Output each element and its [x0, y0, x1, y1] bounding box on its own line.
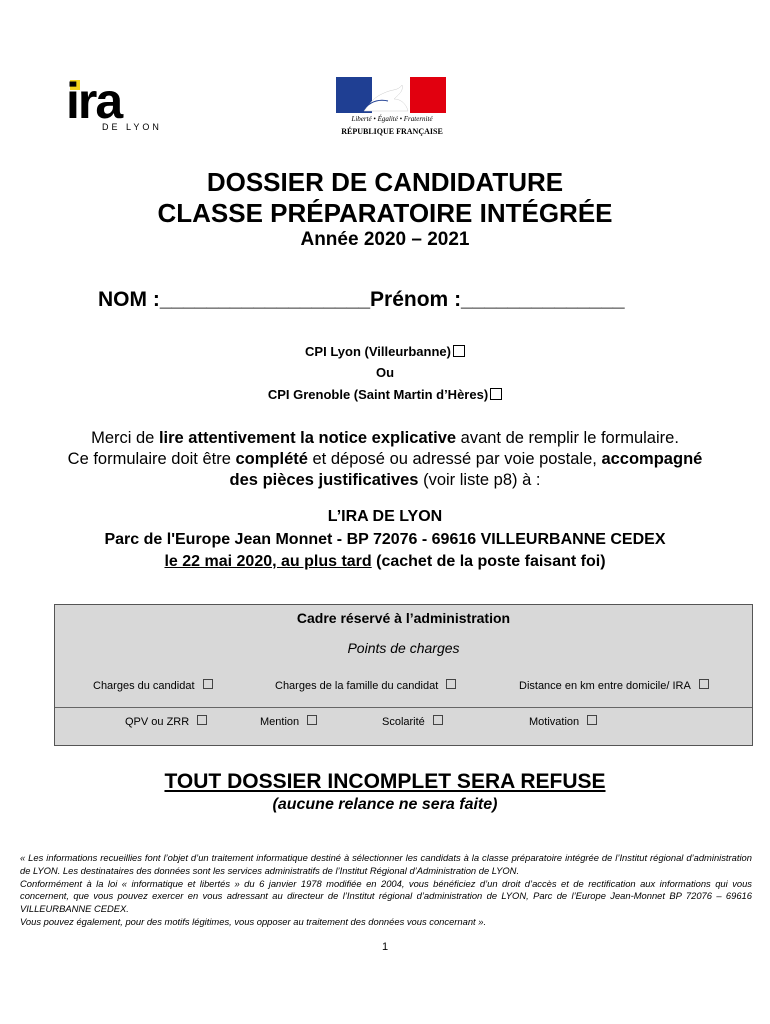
admin-checkbox[interactable] — [433, 715, 443, 725]
admin-item-label: Charges de la famille du candidat — [275, 680, 439, 692]
cpi-lyon-option — [0, 344, 770, 359]
instruction-line-3 — [0, 470, 770, 491]
admin-item-label: Distance en km entre domicile/ IRA — [519, 680, 691, 692]
address-deadline — [0, 553, 770, 571]
instruction-emphasis: des pièces justificatives — [229, 471, 419, 489]
page-number: 1 — [381, 941, 389, 953]
instruction-line-1 — [0, 428, 770, 449]
address-street: Parc de l'Europe Jean Monnet - BP 72076 - 69616 VILLEURBANNE CEDEX — [104, 531, 666, 548]
instruction-text: Ce formulaire doit être — [67, 450, 236, 468]
admin-checkbox[interactable] — [197, 715, 207, 725]
cpi-grenoble-label: CPI Grenoble (Saint Martin d’Hères) — [267, 387, 489, 402]
instruction-emphasis: lire attentivement la notice explicative — [158, 429, 457, 447]
ira-logo-wordmark: ira — [66, 73, 122, 129]
rf-name: RÉPUBLIQUE FRANÇAISE — [341, 127, 443, 136]
cpi-lyon-checkbox[interactable] — [453, 345, 465, 357]
admin-distance — [519, 679, 709, 692]
nom-prenom-field[interactable]: NOM :__________________Prénom :______________ — [98, 288, 625, 311]
year-label: Année 2020 – 2021 — [300, 229, 470, 250]
admin-item-label: Scolarité — [382, 716, 425, 728]
admin-reserved-box — [54, 604, 753, 746]
instruction-text: avant de remplir le formulaire. — [456, 429, 679, 447]
legal-paragraph-1: « Les informations recueillies font l’objet d’un traitement informatique destiné à sélectionner les candidats à la classe préparatoire intégrée de l’Institut régional d’administration de LYON. Les destinataires des données sont les services administratifs de l’Institut Régional d’Administration de LYON. — [20, 852, 752, 876]
admin-divider — [55, 707, 752, 708]
admin-item-label: Charges du candidat — [93, 680, 195, 692]
admin-checkbox[interactable] — [307, 715, 317, 725]
admin-item-label: QPV ou ZRR — [125, 716, 190, 728]
admin-checkbox[interactable] — [699, 679, 709, 689]
admin-item-label: Mention — [260, 716, 300, 728]
cpi-grenoble-option — [0, 387, 770, 402]
address-name: L’IRA DE LYON — [327, 508, 443, 525]
instruction-text: et déposé ou adressé par voie postale, — [307, 450, 602, 468]
admin-checkbox[interactable] — [587, 715, 597, 725]
rf-motto: Liberté • Égalité • Fraternité — [351, 115, 433, 123]
deadline-date: le 22 mai 2020, au plus tard — [164, 553, 372, 570]
cpi-lyon-label: CPI Lyon (Villeurbanne) — [305, 344, 451, 359]
ira-lyon-logo — [66, 73, 176, 136]
admin-box-subtitle: Points de charges — [347, 640, 460, 656]
incomplete-warning: TOUT DOSSIER INCOMPLET SERA REFUSE — [164, 770, 606, 793]
marianne-flag-icon — [336, 77, 446, 113]
admin-checkbox[interactable] — [446, 679, 456, 689]
cpi-grenoble-checkbox[interactable] — [490, 388, 502, 400]
instruction-emphasis: complété — [235, 450, 308, 468]
admin-mention — [260, 715, 317, 728]
legal-notice — [20, 852, 752, 929]
admin-charges-candidat — [93, 679, 213, 692]
instruction-text: Merci de — [91, 429, 159, 447]
ira-logo-subtitle: DE LYON — [102, 122, 162, 132]
instruction-line-2 — [0, 449, 770, 470]
instruction-text: (voir liste p8) à : — [418, 471, 541, 489]
legal-paragraph-2: Conformément à la loi « informatique et libertés » du 6 janvier 1978 modifiée en 2004, vous bénéficiez d’un droit d’accès et de rectification aux informations qui vous concernent, que vous pouvez exercer en vous adressant au directeur de l’Institut régional d’administration de LYON, Parc de l’Europe Jean-Monnet BP 72076 – 69616 VILLEURBANNE CEDEX. — [20, 877, 752, 915]
admin-item-label: Motivation — [529, 716, 580, 728]
cpi-or-label: Ou — [375, 365, 395, 380]
title-line-2: CLASSE PRÉPARATOIRE INTÉGRÉE — [157, 198, 613, 228]
admin-charges-famille — [275, 679, 456, 692]
admin-qpv-zrr — [125, 715, 207, 728]
deadline-note: (cachet de la poste faisant foi) — [371, 553, 606, 570]
legal-paragraph-3: Vous pouvez également, pour des motifs légitimes, vous opposer au traitement des données vous concernant ». — [20, 915, 487, 927]
admin-scolarite — [382, 715, 443, 728]
instruction-emphasis: accompagné — [601, 450, 703, 468]
admin-box-title: Cadre réservé à l’administration — [296, 610, 511, 626]
admin-motivation — [529, 715, 597, 728]
republique-francaise-logo — [334, 77, 450, 141]
title-line-1: DOSSIER DE CANDIDATURE — [206, 167, 564, 197]
incomplete-warning-subtitle: (aucune relance ne sera faite) — [272, 796, 498, 813]
admin-checkbox[interactable] — [203, 679, 213, 689]
